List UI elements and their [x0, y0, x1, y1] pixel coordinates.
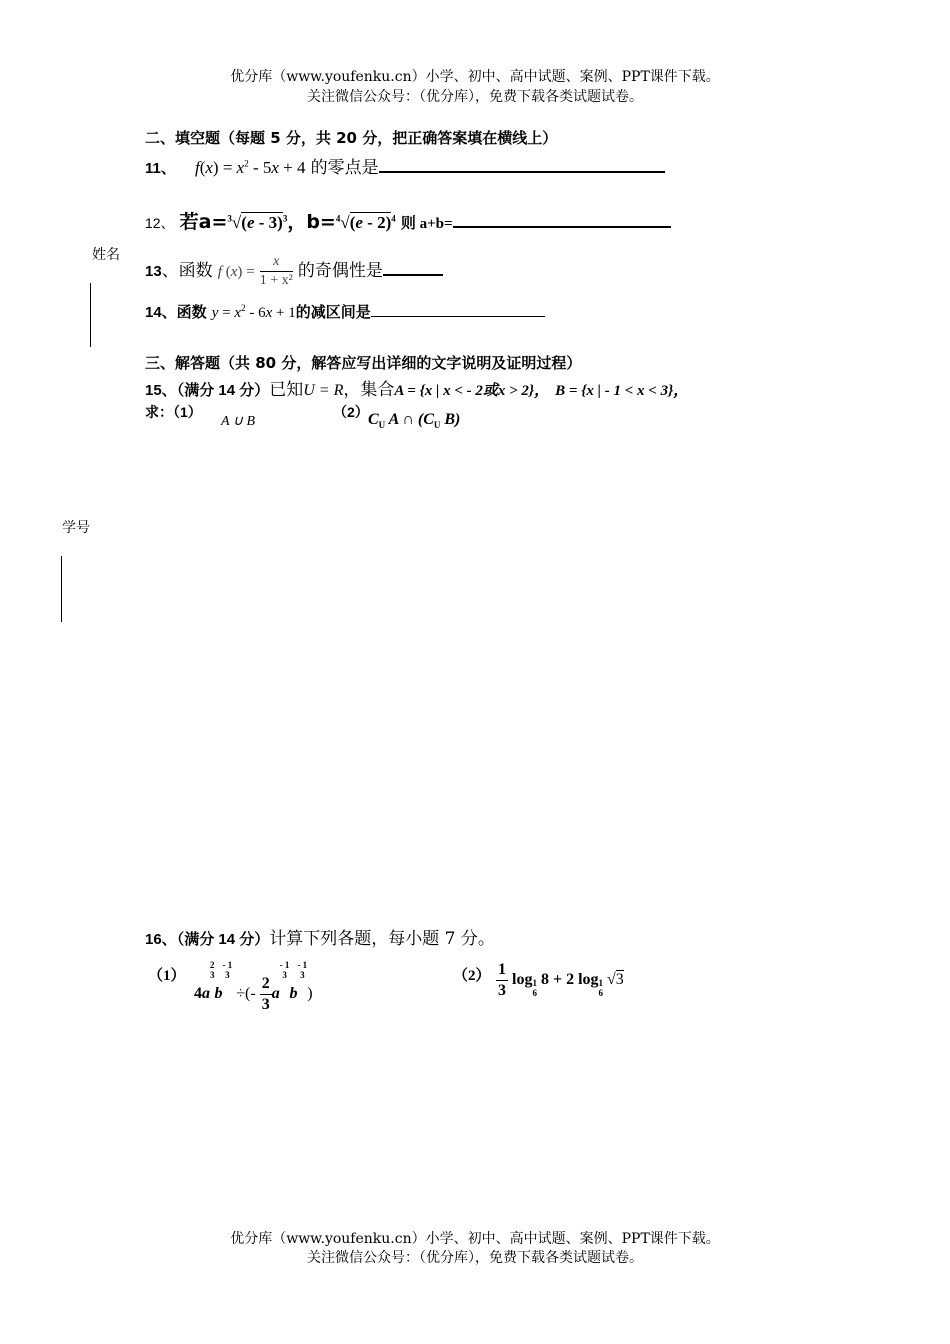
- q13-numerator: x: [260, 253, 293, 272]
- name-label: 姓名: [92, 247, 120, 263]
- q16-number: 16、: [145, 931, 177, 948]
- q13-text-b: 的奇偶性是: [297, 261, 383, 281]
- q16-text: 计算下列各题，每小题 7 分。: [269, 929, 495, 949]
- q12-expr-a: $^3$√(e - 3)$^3$: [227, 213, 288, 232]
- q14-text: 的减区间是: [295, 304, 371, 321]
- q13-text-a: 、函数: [161, 261, 213, 281]
- q13-denominator: 1 + x²: [259, 273, 293, 288]
- question-15-ask: [145, 402, 202, 422]
- student-id-label: 学号: [62, 520, 90, 536]
- q13-fraction: [260, 253, 293, 290]
- q15-part-1: A ∪ B: [221, 414, 256, 429]
- q12-expr-b: $^4$√(e - 2)$^4$: [335, 213, 396, 232]
- footer-line-1: 优分库（www.youfenku.cn）小学、初中、高中试题、案例、PPT课件下载。: [230, 1231, 720, 1247]
- q13-answer-blank[interactable]: [383, 274, 443, 276]
- q11-expression: f: [194, 158, 200, 177]
- name-line: [90, 283, 91, 347]
- header-line-1: 优分库（www.youfenku.cn）小学、初中、高中试题、案例、PPT课件下载。: [230, 69, 720, 85]
- section-3-title: 三、解答题（共 80 分，解答应写出详细的文字说明及证明过程）: [145, 354, 582, 372]
- q16-expression-2: $\frac{1}{3}$ log1 6 8 + 2 log1 6 √3: [498, 961, 624, 999]
- question-14: [145, 301, 545, 322]
- q15-mid: ，集合: [343, 380, 395, 400]
- q12-sep: ，b=: [287, 211, 336, 233]
- q15-number: 15、: [145, 382, 177, 399]
- q14-lead: 14、函数: [145, 304, 207, 321]
- q15-label-2: （2）: [333, 404, 369, 420]
- question-15: [145, 375, 688, 400]
- question-13: [145, 253, 443, 290]
- q16-expression-1: 4a2 3b- 1 3 ÷(- $\frac{2}{3}$ a- 1 3b- 1 3): [194, 960, 313, 1013]
- q12-lead-a: 若a=: [179, 211, 228, 233]
- footer-line-2: 关注微信公众号：（优分库），免费下载各类试题试卷。: [307, 1250, 643, 1266]
- q14-answer-blank[interactable]: [371, 316, 545, 317]
- q11-number: 11、: [145, 160, 176, 177]
- question-11: 11、 $f(x) = x^2 - 5x + 4$ 的零点是: [145, 153, 665, 178]
- q12-text: 则 a+b=: [400, 216, 453, 232]
- q15-set-a: A = {x | x < - 2或x > 2}，: [394, 383, 550, 399]
- student-id-line: [61, 556, 62, 622]
- q15-set-b: B = {x | - 1 < x < 3}，: [555, 383, 689, 399]
- q11-text: 的零点是: [310, 158, 379, 178]
- q13-number: 13: [145, 263, 162, 280]
- q15-universe: U = R: [303, 382, 344, 399]
- header-line-2: 关注微信公众号：（优分库），免费下载各类试题试卷。: [307, 89, 643, 105]
- q12-answer-blank[interactable]: [453, 226, 671, 228]
- q16-label-1: （1）: [148, 968, 186, 984]
- q15-score: （满分 14 分）: [176, 382, 270, 399]
- question-12: [145, 207, 671, 234]
- question-16: [145, 924, 495, 949]
- q16-label-2: （2）: [453, 968, 491, 984]
- section-2-title: 二、填空题（每题 5 分，共 20 分，把正确答案填在横线上）: [145, 129, 558, 147]
- q16-score: （满分 14 分）: [176, 931, 270, 948]
- q12-number: 12、: [145, 215, 175, 231]
- q11-answer-blank[interactable]: [379, 171, 665, 173]
- q13-fx: f (x) =: [217, 264, 255, 280]
- q15-text: 已知: [269, 380, 304, 400]
- q14-expression: $y = x^2 - 6x + 1$: [211, 303, 296, 321]
- q15-ask: 求：（1）: [145, 404, 202, 420]
- q15-part-2: $C_U$ A ∩ ($C_U$ B): [368, 411, 461, 431]
